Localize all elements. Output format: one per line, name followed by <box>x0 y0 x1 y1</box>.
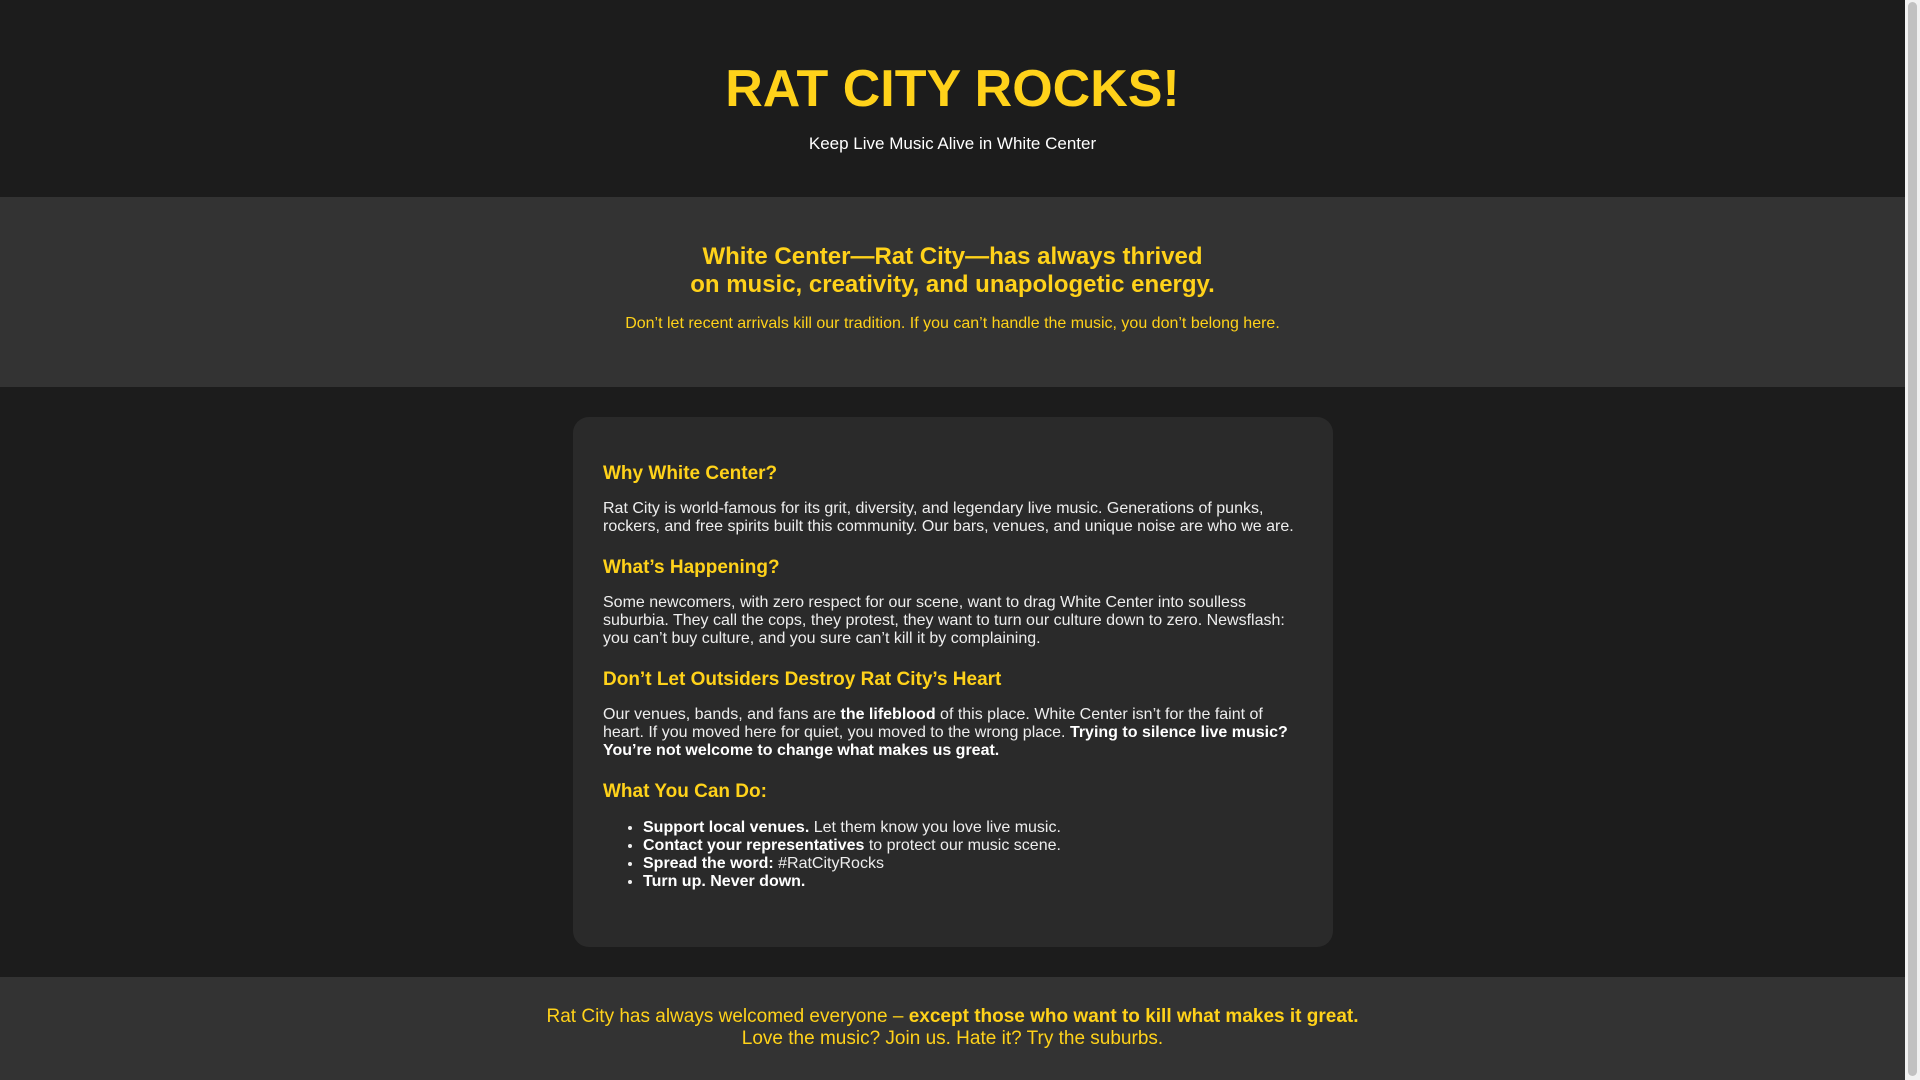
site-tagline: Keep Live Music Alive in White Center <box>808 134 1097 153</box>
list-item <box>643 855 1303 873</box>
list-item <box>643 819 1303 837</box>
footer-line2: Love the music? Join us. Hate it? Try the suburbs. <box>741 1028 1164 1049</box>
hero-heading-line2: on music, creativity, and unapologetic energy. <box>690 271 1215 298</box>
outsiders-section <box>603 668 1303 760</box>
action-bold: Turn up. Never down. <box>643 873 806 890</box>
outsiders-body <box>603 706 1303 760</box>
action-text: #RatCityRocks <box>773 855 884 872</box>
site-footer <box>0 977 1905 1080</box>
content-card <box>573 417 1333 947</box>
why-section <box>603 462 1303 536</box>
outsiders-body-bold2: Trying to silence live music? You’re not welcome to change what makes us great. <box>603 724 1288 759</box>
list-item <box>643 873 1303 891</box>
happening-section <box>603 556 1303 648</box>
outsiders-body-part1: Our venues, bands, and fans are <box>603 706 841 723</box>
site-title: RAT CITY ROCKS! <box>725 60 1180 118</box>
happening-heading: What’s Happening? <box>603 557 780 578</box>
footer-line1 <box>0 1006 1905 1028</box>
hero-heading-line1: White Center—Rat City—has always thrived <box>702 243 1203 270</box>
action-bold: Contact your representatives <box>643 837 865 854</box>
hero-subtext: Don’t let recent arrivals kill our tradition. If you can’t handle the music, you don’t belong here. <box>625 315 1280 332</box>
vertical-scrollbar[interactable] <box>1905 0 1920 1080</box>
action-text: to protect our music scene. <box>864 837 1061 854</box>
footer-line1-plain: Rat City has always welcomed everyone – <box>546 1006 909 1027</box>
actions-heading: What You Can Do: <box>603 781 767 802</box>
hero-banner <box>0 197 1905 387</box>
why-heading: Why White Center? <box>603 463 778 484</box>
footer-line1-bold: except those who want to kill what makes it great. <box>908 1006 1359 1027</box>
main-content <box>0 387 1905 977</box>
outsiders-heading: Don’t Let Outsiders Destroy Rat City’s Heart <box>603 669 1002 690</box>
hero-heading <box>0 243 1905 299</box>
scrollbar-thumb[interactable] <box>1908 2 1917 1076</box>
action-bold: Support local venues. <box>643 819 810 836</box>
actions-section <box>603 780 1303 891</box>
outsiders-body-part2: of this place. White Center isn’t for the faint of heart. If you moved here for quiet, you moved to the wrong place. <box>603 706 1263 741</box>
actions-list <box>603 819 1303 891</box>
happening-body: Some newcomers, with zero respect for our scene, want to drag White Center into soulless suburbia. They call the cops, they protest, they want to turn our culture down to zero. Newsflash: you can’t buy culture, and you sure can’t kill it by complaining. <box>603 594 1285 647</box>
action-bold: Spread the word: <box>643 855 774 872</box>
action-text: Let them know you love live music. <box>809 819 1061 836</box>
outsiders-body-bold1: the lifeblood <box>840 706 936 723</box>
site-header <box>0 0 1905 197</box>
list-item <box>643 837 1303 855</box>
why-body: Rat City is world-famous for its grit, diversity, and legendary live music. Generations of punks, rockers, and free spirits built this community. Our bars, venues, and unique noise are who we are. <box>603 500 1294 535</box>
